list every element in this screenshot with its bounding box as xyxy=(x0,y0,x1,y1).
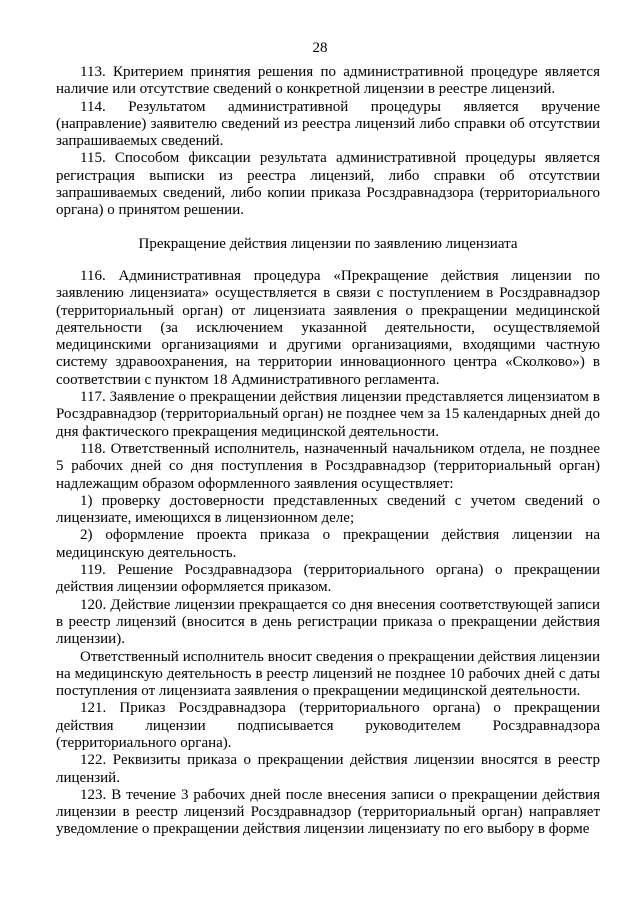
paragraph-117: 117. Заявление о прекращении действия лицензии представляется лицензиатом в Росздравнадзор (территориальный орган) не позднее чем за 15 календарных дней до дня фактического прекращения медицинской деятельности. xyxy=(56,389,600,440)
paragraph-114: 114. Результатом административной процедуры является вручение (направление) заявителю сведений из реестра лицензий либо справки об отсутствии запрашиваемых сведений. xyxy=(56,98,600,150)
page-number: 28 xyxy=(312,40,328,56)
paragraph-120-continued: Ответственный исполнитель вносит сведения о прекращении действия лицензии на медицинскую деятельность в реестр лицензий не позднее 10 рабочих дней с даты поступления от лицензиата заявления о прекращении медицинской деятельности. xyxy=(56,648,600,700)
paragraph-121: 121. Приказ Росздравнадзора (территориального органа) о прекращении действия лицензии подписывается руководителем Росздравнадзора (территориального органа). xyxy=(56,700,600,751)
paragraph-119: 119. Решение Росздравнадзора (территориального органа) о прекращении действия лицензии оформляется приказом. xyxy=(56,562,600,596)
document-body xyxy=(56,64,600,839)
paragraph-118-item-1: 1) проверку достоверности представленных сведений с учетом сведений о лицензиате, имеющихся в лицензионном деле; xyxy=(56,492,600,527)
paragraph-116: 116. Административная процедура «Прекращение действия лицензии по заявлению лицензиата» осуществляется в связи с поступлением в Росздравнадзор (территориальный орган) от лицензиата заявления о прекращении медицинской деятельности (за исключением указанной деятельности, осуществляемой медицинскими организациями и другими организациями, входящими частную систему здравоохранения, на территории инновационного центра «Сколково») в соответствии с пунктом 18 Административного регламента. xyxy=(56,267,600,388)
paragraph-122: 122. Реквизиты приказа о прекращении действия лицензии вносятся в реестр лицензий. xyxy=(56,752,600,786)
paragraph-113: 113. Критерием принятия решения по административной процедуре является наличие или отсутствие сведений о конкретной лицензии в реестре лицензий. xyxy=(56,64,600,98)
paragraph-118: 118. Ответственный исполнитель, назначенный начальником отдела, не позднее 5 рабочих дней со дня поступления в Росздравнадзор (территориальный орган) надлежащим образом оформленного заявления осуществляет: xyxy=(56,440,600,492)
paragraph-123: 123. В течение 3 рабочих дней после внесения записи о прекращении действия лицензии в реестр лицензий Росздравнадзор (территориальный орган) направляет уведомление о прекращении действия лицензии лицензиату по его выбору в форме xyxy=(56,786,600,838)
paragraph-118-item-2: 2) оформление проекта приказа о прекращении действия лицензии на медицинскую деятельность. xyxy=(56,527,600,561)
paragraph-115: 115. Способом фиксации результата административной процедуры является регистрация выписки из реестра лицензий, либо справки об отсутствии запрашиваемых сведений, либо копии приказа Росздравнадзора (территориального органа) о принятом решении. xyxy=(56,150,600,219)
paragraph-120: 120. Действие лицензии прекращается со дня внесения соответствующей записи в реестр лицензий (вносится в день регистрации приказа о прекращении действия лицензии). xyxy=(56,596,600,648)
section-heading: Прекращение действия лицензии по заявлению лицензиата xyxy=(138,235,518,252)
